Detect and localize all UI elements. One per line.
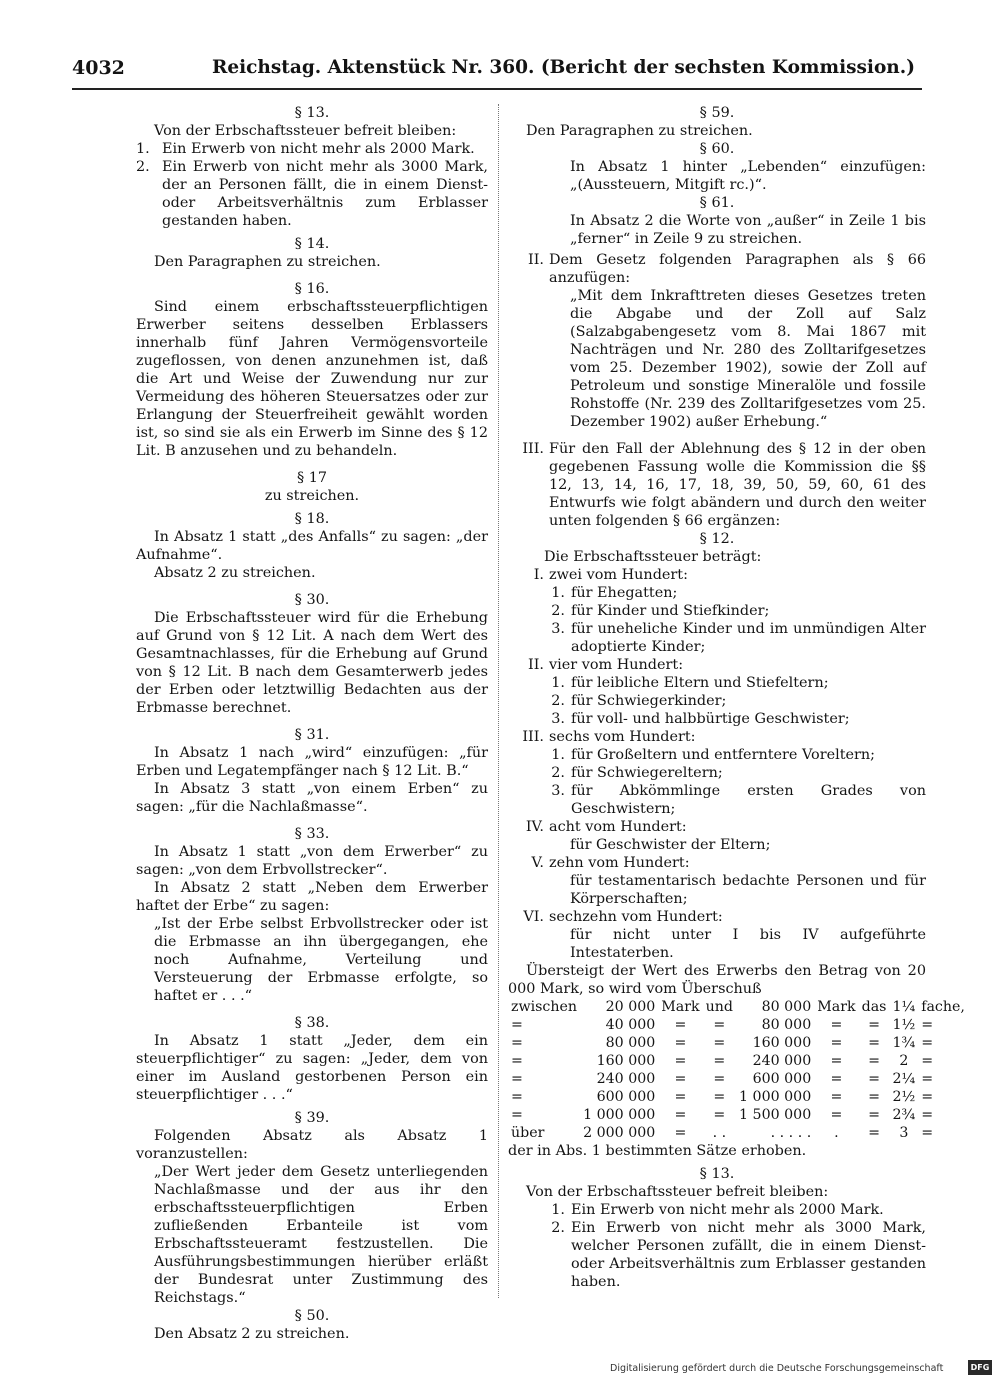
- rate-suffix: =: [921, 1017, 934, 1033]
- paragraph: Übersteigt der Wert des Erwerbs den Betrag von 20 000 Mark, so wird vom Überschuß: [508, 963, 926, 997]
- section-roman: III.: [522, 441, 544, 457]
- rate-connector: . .: [712, 1125, 727, 1141]
- group-number: III.: [522, 729, 544, 745]
- list-item: [508, 674, 926, 692]
- rate-unit: =: [674, 1035, 687, 1051]
- rate-unit: =: [830, 1107, 843, 1123]
- list-item: [136, 158, 488, 230]
- rate-unit: =: [830, 1089, 843, 1105]
- item-number: 2.: [136, 159, 150, 175]
- item-number: 1.: [551, 675, 565, 691]
- group-number: I.: [533, 567, 544, 583]
- rate-article: das: [861, 999, 887, 1015]
- list-item: [508, 602, 926, 620]
- paragraph: Sind einem erbschaftssteuerpflichtigen Erwerber seitens desselben Erblassers innerhalb fünf Jahren Vermögensvorteile zugeflossen, von denen anzunehmen ist, daß die Art und Weise der Zuwendung nur zur Vermeidung des höheren Steuersatzes oder zur Erlangung der Steuerfreiheit gewählt worden ist, so sind sie als ein Erwerb im Sinne des § 12 Lit. B anzusehen und zu behandeln.: [136, 299, 488, 459]
- item-text: Ein Erwerb von nicht mehr als 2000 Mark.: [571, 1202, 884, 1218]
- list-item: [508, 782, 926, 818]
- item-number: 2.: [551, 1220, 565, 1236]
- rate-factor: 3: [899, 1125, 909, 1141]
- paragraph: In Absatz 2 die Worte von „außer“ in Zeile 1 bis „ferner“ in Zeile 9 zu streichen.: [570, 213, 926, 247]
- section-heading: § 13.: [294, 105, 330, 121]
- rate-connector: =: [713, 1071, 726, 1087]
- rate-unit: =: [830, 1071, 843, 1087]
- section-heading: § 13.: [699, 1166, 735, 1182]
- dfg-logo: DFG: [968, 1360, 992, 1375]
- paragraph: Von der Erbschaftssteuer befreit bleiben:: [154, 123, 457, 139]
- resolution-section: [508, 440, 926, 530]
- rate-unit: =: [674, 1071, 687, 1087]
- paragraph: Von der Erbschaftssteuer befreit bleiben:: [526, 1184, 829, 1200]
- item-text: für nicht unter I bis IV aufgeführte Intestaterben.: [570, 927, 926, 961]
- rate-article: =: [868, 1035, 880, 1051]
- rate-from: 600 000: [596, 1089, 656, 1105]
- rate-to: 1 000 000: [739, 1089, 812, 1105]
- paragraph: Den Paragraphen zu streichen.: [526, 123, 753, 139]
- rate-unit: =: [830, 1053, 843, 1069]
- rate-prefix: =: [511, 1089, 523, 1105]
- paragraph: In Absatz 1 statt „Jeder, dem ein steuerpflichtiger“ zu sagen: „Jeder, dem von einer im Ausland gestorbenen Person ein steuerpflichtiger . . .“: [136, 1033, 488, 1103]
- rate-row: [508, 1088, 968, 1106]
- item-text: Ein Erwerb von nicht mehr als 3000 Mark, der an Personen fällt, die in einem Dienst- oder Arbeitsverhältnis zum Erblasser gestanden haben.: [162, 159, 488, 229]
- list-item: [508, 764, 926, 782]
- list-item: [508, 692, 926, 710]
- section-roman: II.: [528, 252, 544, 268]
- rate-unit: =: [674, 1089, 687, 1105]
- section-heading: § 60.: [699, 141, 735, 157]
- section-heading: § 61.: [699, 195, 735, 211]
- rate-unit: =: [830, 1017, 843, 1033]
- rate-table: [508, 998, 968, 1142]
- rate-from: 40 000: [605, 1017, 656, 1033]
- paragraph: In Absatz 1 statt „des Anfalls“ zu sagen: „der Aufnahme“.: [136, 529, 488, 563]
- paragraph: Folgenden Absatz als Absatz 1 voranzustellen:: [136, 1128, 488, 1162]
- paragraph: Die Erbschaftssteuer beträgt:: [544, 549, 762, 565]
- paragraph: In Absatz 1 nach „wird“ einzufügen: „für Erben und Legatempfänger nach § 12 Lit. B.“: [136, 745, 488, 779]
- rate-factor: 1½: [892, 1017, 916, 1033]
- rate-row: [508, 998, 968, 1016]
- paragraph: zu streichen.: [264, 488, 360, 504]
- rate-from: 2 000 000: [583, 1125, 656, 1141]
- rate-prefix: =: [511, 1071, 523, 1087]
- digitization-credit: Digitalisierung gefördert durch die Deutsche Forschungsgemeinschaft: [610, 1363, 944, 1374]
- rate-from: 160 000: [596, 1053, 656, 1069]
- rate-connector: =: [713, 1089, 726, 1105]
- item-text: für testamentarisch bedachte Personen und für Körperschaften;: [570, 873, 926, 907]
- left-column: [136, 104, 488, 1343]
- column-divider: [498, 104, 499, 1298]
- rate-to: 600 000: [752, 1071, 812, 1087]
- rate-connector: =: [713, 1035, 726, 1051]
- rate-suffix: =: [921, 1071, 934, 1087]
- running-title: Reichstag. Aktenstück Nr. 360. (Bericht der sechsten Kommission.): [212, 57, 915, 78]
- rate-factor: 2: [899, 1053, 909, 1069]
- paragraph: Die Erbschaftssteuer wird für die Erhebung auf Grund von § 12 Lit. A nach dem Wert des Gesamtnachlasses, für die Erhebung auf Grund von § 12 Lit. B nach dem Gesamterwerb jedes der Erben oder letztwillig Bedachten aus der Erbmasse berechnet.: [136, 610, 488, 716]
- paragraph: Dem Gesetz folgenden Paragraphen als § 66 anzufügen:: [549, 252, 926, 286]
- paragraph: In Absatz 3 statt „von einem Erben“ zu sagen: „für die Nachlaßmasse“.: [136, 781, 488, 815]
- rate-from: 1 000 000: [583, 1107, 656, 1123]
- rate-prefix: zwischen: [511, 999, 578, 1015]
- rate-suffix: =: [921, 1125, 934, 1141]
- rate-suffix: fache,: [921, 999, 965, 1015]
- item-number: 2.: [551, 765, 565, 781]
- page-header: [72, 57, 922, 87]
- rate-unit: =: [674, 1053, 687, 1069]
- paragraph: In Absatz 1 statt „von dem Erwerber“ zu sagen: „von dem Erbvollstrecker“.: [136, 844, 488, 878]
- section-heading: § 30.: [294, 592, 330, 608]
- list-item: [508, 710, 926, 728]
- rate-unit: =: [830, 1035, 843, 1051]
- group-number: VI.: [523, 909, 544, 925]
- list-item: [508, 746, 926, 764]
- rate-from: 80 000: [605, 1035, 656, 1051]
- list-item: [136, 140, 488, 158]
- section-heading: § 18.: [294, 511, 330, 527]
- item-text: Ein Erwerb von nicht mehr als 3000 Mark, welcher Personen zufällt, die in einem Dienst- oder Arbeitsverhältnis zum Erblasser gestanden haben.: [571, 1220, 926, 1290]
- rate-connector: =: [713, 1017, 726, 1033]
- section-heading: § 39.: [294, 1110, 330, 1126]
- rate-row: [508, 1034, 968, 1052]
- rate-factor: 2¼: [892, 1071, 916, 1087]
- rate-group: [508, 908, 926, 926]
- rate-article: =: [868, 1053, 880, 1069]
- item-number: 2.: [551, 603, 565, 619]
- item-text: für Schwiegereltern;: [571, 765, 723, 781]
- rate-article: =: [868, 1089, 880, 1105]
- item-number: 1.: [551, 1202, 565, 1218]
- rate-prefix: =: [511, 1053, 523, 1069]
- group-label: zehn vom Hundert:: [549, 855, 690, 871]
- item-number: 3.: [551, 711, 565, 727]
- paragraph: Den Paragraphen zu streichen.: [154, 254, 381, 270]
- rate-group: [508, 656, 926, 674]
- rate-from: 240 000: [596, 1071, 656, 1087]
- rate-group: [508, 818, 926, 836]
- rate-suffix: =: [921, 1035, 934, 1051]
- rate-unit: =: [674, 1107, 687, 1123]
- quotation: „Mit dem Inkrafttreten dieses Gesetzes treten die Abgabe und der Zoll auf Salz (Salzabgabengesetz vom 8. Mai 1867 mit Nachträgen und Nr. 280 des Zolltarifgesetzes vom 25. Dezember 1902), sowie der Zoll auf Petroleum und sonstige Mineralöle und fossile Rohstoffe (Nr. 239 des Zolltarifgesetzes vom 25. Dezember 1902) außer Erhebung.“: [570, 288, 926, 430]
- rate-from: 20 000: [605, 999, 656, 1015]
- item-text: für uneheliche Kinder und im unmündigen Alter adoptierte Kinder;: [571, 621, 926, 655]
- item-text: für Kinder und Stiefkinder;: [571, 603, 770, 619]
- rate-group: [508, 566, 926, 584]
- item-text: für Ehegatten;: [571, 585, 678, 601]
- group-label: acht vom Hundert:: [549, 819, 687, 835]
- paragraph: der in Abs. 1 bestimmten Sätze erhoben.: [508, 1143, 807, 1159]
- item-text: für leibliche Eltern und Stiefeltern;: [571, 675, 829, 691]
- page-number: 4032: [72, 57, 125, 79]
- list-item: [508, 1201, 926, 1219]
- quotation: „Der Wert jeder dem Gesetz unterliegenden Nachlaßmasse und der aus ihr den erbschaftssteuerpflichtigen Erben zufließenden Erbanteile ist vom Erbschaftssteueramt festzustellen. Die Ausführungsbestimmungen hierüber erläßt der Bundesrat unter Zustimmung des Reichstags.“: [154, 1164, 488, 1306]
- rate-unit: Mark: [661, 999, 700, 1015]
- rate-factor: 1¼: [892, 999, 916, 1015]
- paragraph: In Absatz 2 statt „Neben dem Erwerber haftet der Erbe“ zu sagen:: [136, 880, 488, 914]
- section-heading: § 50.: [294, 1308, 330, 1324]
- resolution-section: [508, 251, 926, 287]
- section-heading: § 14.: [294, 236, 330, 252]
- rate-prefix: =: [511, 1035, 523, 1051]
- rate-to: 1 500 000: [739, 1107, 812, 1123]
- section-heading: § 12.: [699, 531, 735, 547]
- rate-article: =: [868, 1017, 880, 1033]
- rate-factor: 2¾: [892, 1107, 916, 1123]
- list-item: [508, 584, 926, 602]
- section-heading: § 31.: [294, 727, 330, 743]
- rate-article: =: [868, 1125, 880, 1141]
- rate-suffix: =: [921, 1107, 934, 1123]
- item-text: für Abkömmlinge ersten Grades von Geschwistern;: [571, 783, 926, 817]
- rate-article: =: [868, 1107, 880, 1123]
- rate-to: 240 000: [752, 1053, 812, 1069]
- paragraph: Absatz 2 zu streichen.: [154, 565, 316, 581]
- item-text: für Großeltern und entferntere Voreltern;: [571, 747, 876, 763]
- rate-row: [508, 1070, 968, 1088]
- rate-connector: =: [713, 1053, 726, 1069]
- paragraph: Für den Fall der Ablehnung des § 12 in der oben gegebenen Fassung wolle die Kommission die §§ 12, 13, 14, 16, 17, 18, 39, 50, 59, 60, 61 des Entwurfs wie folgt abändern und durch den weiter unten folgenden § 66 ergänzen:: [549, 441, 926, 529]
- item-number: 3.: [551, 621, 565, 637]
- group-label: sechs vom Hundert:: [549, 729, 696, 745]
- rate-unit: =: [674, 1125, 687, 1141]
- rate-article: =: [868, 1071, 880, 1087]
- rate-to: 80 000: [761, 1017, 812, 1033]
- rate-suffix: =: [921, 1089, 934, 1105]
- section-heading: § 33.: [294, 826, 330, 842]
- item-text: Ein Erwerb von nicht mehr als 2000 Mark.: [162, 141, 475, 157]
- section-heading: § 59.: [699, 105, 735, 121]
- item-number: 1.: [551, 747, 565, 763]
- quotation: „Ist der Erbe selbst Erbvollstrecker oder ist die Erbmasse an ihn übergegangen, ehe noch Aufnahme, Verteilung und Versteuerung der Erbmasse erfolgte, so haftet er . . .“: [154, 916, 488, 1004]
- rate-unit: =: [674, 1017, 687, 1033]
- group-number: V.: [531, 855, 544, 871]
- rate-unit: Mark: [817, 999, 856, 1015]
- rate-row: [508, 1124, 968, 1142]
- item-number: 1.: [551, 585, 565, 601]
- rate-unit: .: [834, 1125, 839, 1141]
- group-label: zwei vom Hundert:: [549, 567, 688, 583]
- rate-suffix: =: [921, 1053, 934, 1069]
- section-heading: § 17: [296, 470, 328, 486]
- item-text: für Geschwister der Eltern;: [570, 837, 771, 853]
- item-number: 3.: [551, 783, 565, 799]
- rate-to: . . . . .: [770, 1125, 812, 1141]
- rate-to: 80 000: [761, 999, 812, 1015]
- list-item: [508, 1219, 926, 1291]
- section-heading: § 38.: [294, 1015, 330, 1031]
- rate-row: [508, 1106, 968, 1124]
- rate-row: [508, 1052, 968, 1070]
- rate-row: [508, 1016, 968, 1034]
- rate-connector: =: [713, 1107, 726, 1123]
- rate-prefix: =: [511, 1107, 523, 1123]
- rate-group: [508, 854, 926, 872]
- group-label: sechzehn vom Hundert:: [549, 909, 723, 925]
- item-number: 2.: [551, 693, 565, 709]
- paragraph: In Absatz 1 hinter „Lebenden“ einzufügen: „(Aussteuern, Mitgift rc.)“.: [570, 159, 926, 193]
- list-item: [508, 620, 926, 656]
- rate-connector: und: [705, 999, 734, 1015]
- item-text: für Schwiegerkinder;: [571, 693, 727, 709]
- group-number: IV.: [525, 819, 544, 835]
- rate-prefix: =: [511, 1017, 523, 1033]
- header-rule: [72, 88, 922, 90]
- item-number: 1.: [136, 141, 150, 157]
- group-number: II.: [528, 657, 544, 673]
- section-heading: § 16.: [294, 281, 330, 297]
- rate-factor: 1¾: [892, 1035, 916, 1051]
- rate-to: 160 000: [752, 1035, 812, 1051]
- rate-group: [508, 728, 926, 746]
- right-column: [508, 104, 965, 1291]
- paragraph: Den Absatz 2 zu streichen.: [154, 1326, 350, 1342]
- group-label: vier vom Hundert:: [549, 657, 684, 673]
- item-text: für voll- und halbbürtige Geschwister;: [571, 711, 850, 727]
- rate-factor: 2½: [892, 1089, 916, 1105]
- rate-prefix: über: [511, 1125, 545, 1141]
